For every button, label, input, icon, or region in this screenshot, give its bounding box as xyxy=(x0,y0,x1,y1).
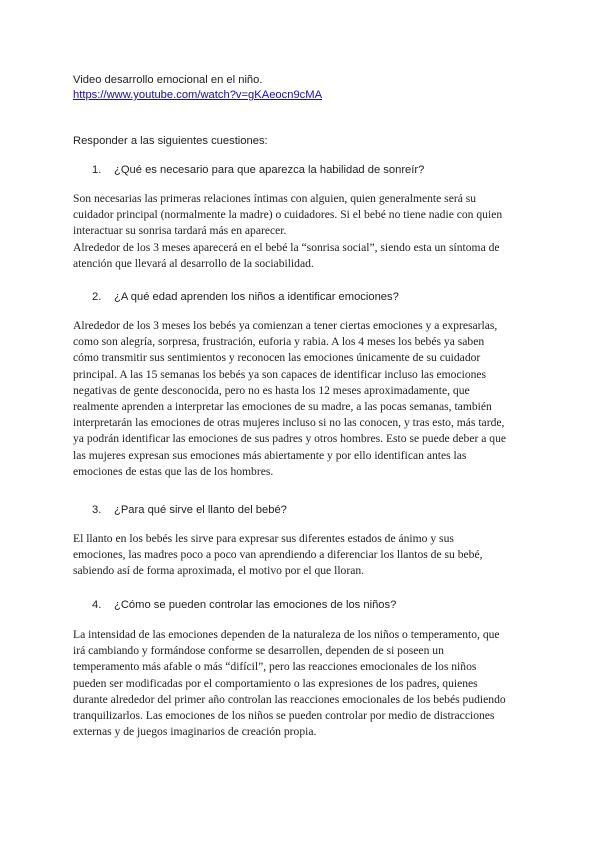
answer-line: como son alegría, sorpresa, frustración, euforia y rabia. A los 4 meses los bebés ya saben xyxy=(73,335,485,349)
question-4 xyxy=(92,599,396,611)
question-1 xyxy=(92,164,424,176)
answer-line: cuidador principal (normalmente la madre) o cuidadores. Si el bebé no tiene nadie con quien xyxy=(73,208,503,222)
intro-text: Responder a las siguientes cuestiones: xyxy=(73,135,268,147)
answer-line: interactuar su sonrisa tardará más en aparecer. xyxy=(73,224,287,238)
answer-line: las mujeres expresan sus emociones más abiertamente y por ello identifican antes las xyxy=(73,448,467,462)
question-2 xyxy=(92,291,399,303)
answer-line: realmente aprenden a interpretar las emociones de su madre, a las pocas semanas, también xyxy=(73,400,492,414)
question-text: ¿A qué edad aprenden los niños a identificar emociones? xyxy=(114,291,399,303)
answer-line: negativas de gente desconocida, pero no es hasta los 12 meses aproximadamente, que xyxy=(73,383,470,397)
answer-line: Alrededor de los 3 meses los bebés ya comienzan a tener ciertas emociones y a expresarlas, xyxy=(73,319,498,332)
answer-line: ya podrán identificar las emociones de sus padres y otros hombres. Esto se puede deber a que xyxy=(73,432,507,446)
answer-line: pueden ser modificadas por el comportamiento o las expresiones de los padres, quienes xyxy=(73,676,478,690)
answer-2 xyxy=(73,318,533,480)
question-number: 2. xyxy=(92,291,102,303)
answer-line: tranquilizarlos. Las emociones de los niños se pueden controlar por medio de distracciones xyxy=(73,709,495,723)
question-number: 3. xyxy=(92,504,102,516)
question-text: ¿Qué es necesario para que aparezca la habilidad de sonreír? xyxy=(114,164,425,176)
answer-line: El llanto en los bebés les sirve para expresar sus diferentes estados de ánimo y sus xyxy=(73,532,454,545)
answer-4 xyxy=(73,627,533,740)
answer-line: durante alrededor del primer año controlan las reacciones emocionales de los bebés pudiendo xyxy=(73,692,506,706)
answer-line: irá cambiando y formándose conforme se desarrollen, dependen de si poseen un xyxy=(73,644,444,658)
answer-3 xyxy=(73,531,533,580)
answer-line: externas y de juegos imaginarios de creación propia. xyxy=(73,725,317,739)
answer-1 xyxy=(73,191,533,272)
answer-line: Alrededor de los 3 meses aparecerá en el bebé la “sonrisa social”, siendo esta un síntoma de xyxy=(73,240,500,254)
answer-line: atención que llevará al desarrollo de la sociabilidad. xyxy=(73,256,314,270)
video-link[interactable]: https://www.youtube.com/watch?v=gKAeocn9cMA xyxy=(73,89,323,101)
answer-line: interpretarán las emociones de otras mujeres incluso si no las conocen, y tras esto, más tarde, xyxy=(73,416,505,430)
question-number: 4. xyxy=(92,599,102,611)
answer-line: Son necesarias las primeras relaciones íntimas con alguien, quien generalmente será su xyxy=(73,192,477,205)
question-3 xyxy=(92,504,287,516)
answer-line: cómo transmitir sus sentimientos y reconocen las emociones únicamente de su cuidador xyxy=(73,351,481,365)
answer-line: La intensidad de las emociones dependen de la naturaleza de los niños o temperamento, que xyxy=(73,628,500,641)
answer-line: emociones de estas que las de los hombres. xyxy=(73,464,274,478)
answer-line: temperamento más afable o más “difícil”, pero las reacciones emocionales de los niños xyxy=(73,660,477,674)
question-text: ¿Para qué sirve el llanto del bebé? xyxy=(114,504,287,516)
question-text: ¿Cómo se pueden controlar las emociones de los niños? xyxy=(114,599,397,611)
answer-line: principal. A las 15 semanas los bebés ya son capaces de identificar incluso las emociones xyxy=(73,367,487,381)
document-title: Video desarrollo emocional en el niño. xyxy=(73,74,263,86)
answer-line: sabiendo así de forma aproximada, el motivo por el que lloran. xyxy=(73,564,365,578)
question-number: 1. xyxy=(92,164,102,176)
answer-line: emociones, las madres poco a poco van aprendiendo a diferenciar los llantos de su bebé, xyxy=(73,548,483,562)
